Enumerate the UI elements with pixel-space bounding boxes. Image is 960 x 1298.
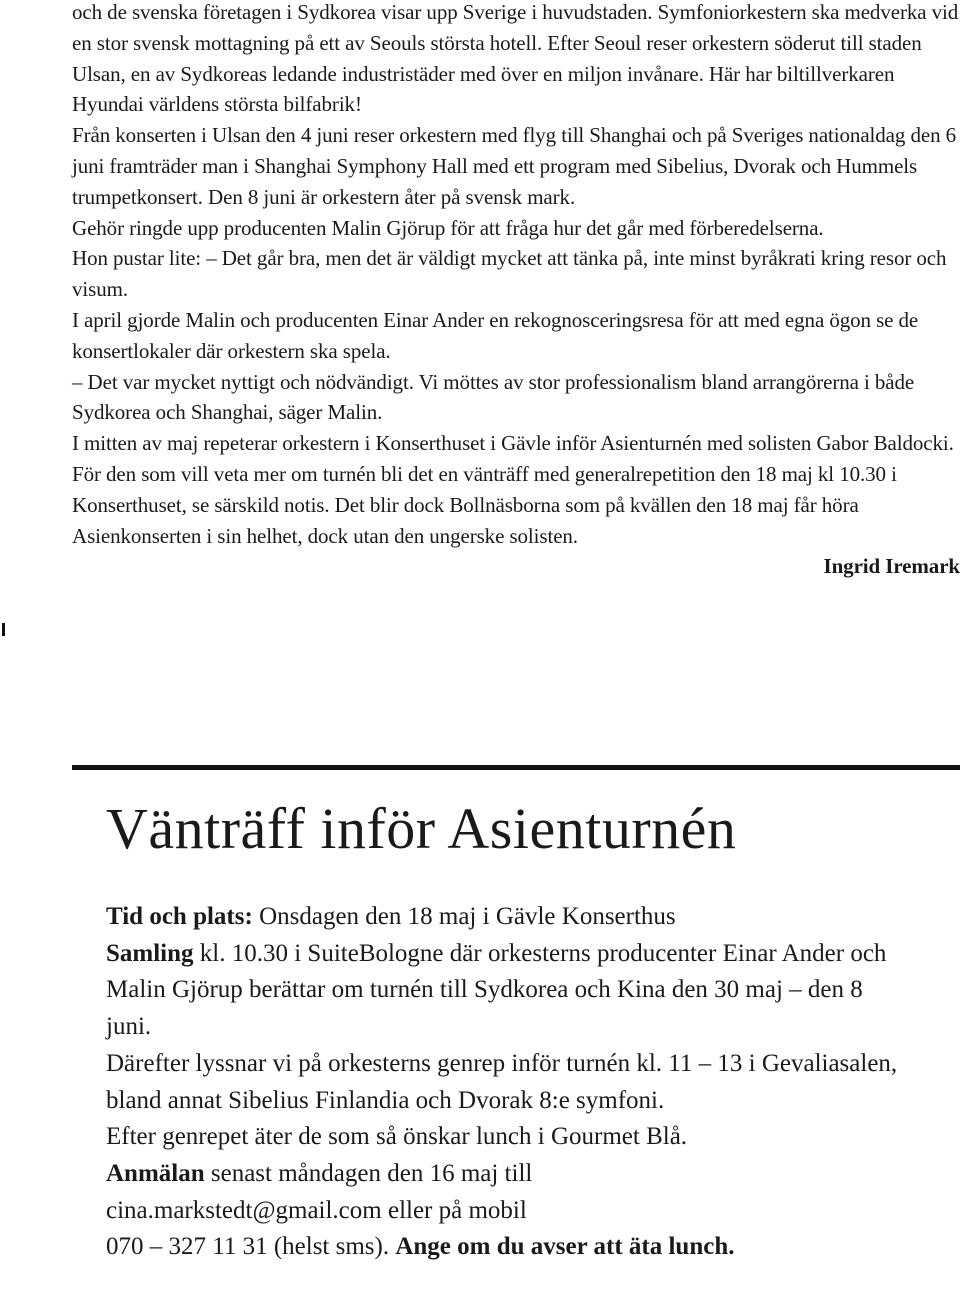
article-paragraph: Från konserten i Ulsan den 4 juni reser orkestern med flyg till Shanghai och på Sveriges nationaldag den 6 juni framträder man i Shanghai Symphony Hall med ett program med Sibelius, Dvorak och Hummels trumpetkonsert. Den 8 juni är orkestern åter på svensk mark.	[72, 123, 957, 209]
section-divider	[72, 765, 960, 770]
notice-signup-line	[106, 1156, 906, 1193]
article-paragraph: För den som vill veta mer om turnén bli det en vänträff med generalrepetition den 18 maj kl 10.30 i Konserthuset, se särskild notis. Det blir dock Bollnäsborna som på kvällen den 18 maj får höra Asienkonserten i sin helhet, dock utan den ungerske solisten.	[72, 461, 897, 548]
notice-phone-line	[106, 1229, 906, 1266]
notice-time-label: Tid och plats:	[106, 903, 253, 930]
notice-body	[106, 899, 906, 1266]
notice-time-line	[106, 899, 906, 936]
article-body	[72, 0, 960, 582]
notice-gathering-value: kl. 10.30 i SuiteBologne där orkesterns producenter Einar Ander och Malin Gjörup berättar om turnén till Sydkorea och Kina den 30 maj – den 8 juni.	[106, 939, 887, 1041]
article-paragraph: – Det var mycket nyttigt och nödvändigt. Vi möttes av stor professionalism bland arrangörerna i både Sydkorea och Shanghai, säger Malin.	[72, 369, 915, 425]
article-paragraph: Gehör ringde upp producenten Malin Gjörup för att fråga hur det går med förberedelserna.	[72, 215, 824, 240]
notice-phone: 070 – 327 11 31 (helst sms).	[106, 1233, 396, 1261]
notice-email: cina.markstedt@gmail.com eller på mobil	[106, 1196, 527, 1224]
notice-gathering-label: Samling	[106, 939, 194, 967]
article-paragraph: I mitten av maj repeterar orkestern i Konserthuset i Gävle inför Asienturnén med solisten Gabor Baldocki.	[72, 431, 954, 456]
notice-lunch: Efter genrepet äter de som så önskar lunch i Gourmet Blå.	[106, 1123, 688, 1151]
notice-time-value: Onsdagen den 18 maj i Gävle Konserthus	[252, 903, 676, 930]
notice-signup-value: senast måndagen den 16 maj till	[204, 1159, 533, 1187]
notice-signup-label: Anmälan	[106, 1159, 205, 1187]
notice-title: Vänträff inför Asienturnén	[106, 796, 737, 861]
article-byline: Ingrid Iremark	[823, 554, 960, 579]
notice-rehearsal: Därefter lyssnar vi på orkesterns genrep inför turnén kl. 11 – 13 i Gevaliasalen, bland annat Sibelius Finlandia och Dvorak 8:e symfoni.	[106, 1049, 898, 1114]
article-paragraph: och de svenska företagen i Sydkorea visar upp Sverige i huvudstaden. Symfoniorkestern ska medverka vid en stor svensk mottagning på ett av Seouls största hotell. Efter Seoul reser orkestern söderut till staden Ulsan, en av Sydkoreas ledande industristäder med över en miljon invånare. Här har biltillverkaren Hyundai världens största bilfabrik!	[72, 0, 959, 117]
article-paragraph: I april gjorde Malin och producenten Einar Ander en rekognosceringsresa för att med egna ögon se de konsertlokaler där orkestern ska spela.	[72, 307, 919, 363]
margin-mark	[2, 623, 5, 636]
notice-lunch-note: Ange om du avser att äta lunch.	[395, 1233, 735, 1261]
article-paragraph: Hon pustar lite: – Det går bra, men det är väldigt mycket att tänka på, inte minst byråkrati kring resor och visum.	[72, 246, 947, 302]
notice-gathering-line	[106, 936, 906, 1046]
event-notice	[106, 794, 906, 1266]
